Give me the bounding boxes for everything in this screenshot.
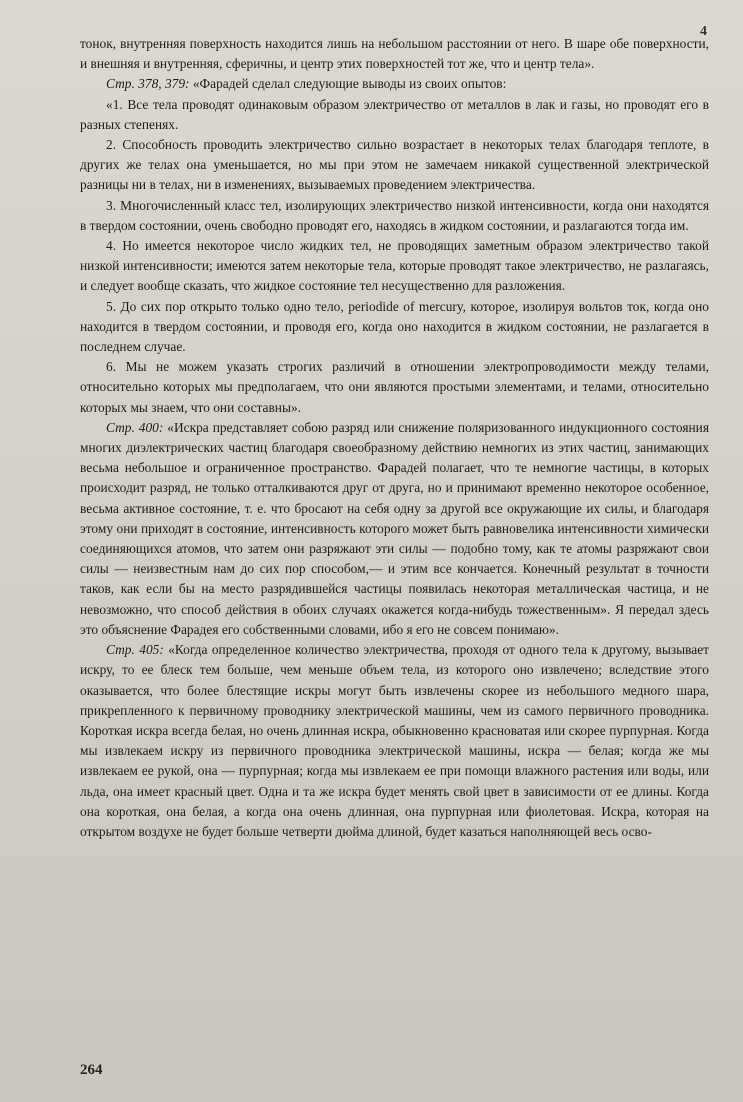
paragraph <box>80 196 709 236</box>
paragraph-text: «Искра представляет собою разряд или снижение поляризованного индукционного состояния многих диэлектрических частиц благодаря своеобразному действию немногих из этих частиц, занимающих весьма небольшое и ограниченное пространство. Фарадей полагает, что те немногие частицы, в которых происходит разряд, не только отталкиваются друг от друга, но и принимают временно некоторое особенное, весьма активное состояние, т. е. что бросают на себя одну за другой все окружающие их силы, и благодаря этому они приходят в состояние, интенсивность которого может быть равновелика интенсивности химически соединяющихся атомов, что затем они разряжают эти силы — подобно тому, как те атомы разряжают свои силы — неизвестным нам до сих пор способом,— и этим все кончается. Конечный результат в точности таков, как если бы на место разрядившейся частицы появилась некоторая металлическая частица, и не невозможно, что способ действия в обоих случаях окажется когда-нибудь тожественным». Я передал здесь это объяснение Фарадея его собственными словами, ибо я его не совсем понимаю». <box>80 419 709 637</box>
paragraph <box>80 74 709 94</box>
paragraph-text: 4. Но имеется некоторое число жидких тел, не проводящих заметным образом электричество такой низкой интенсивности; имеются затем некоторые тела, которые проводят такое электричество, не разлагаясь, и следует вообще сказать, что жидкое состояние тел несущественно для разложения. <box>80 238 709 294</box>
paragraph-text: 2. Способность проводить электричество сильно возрастает в некоторых телах благодаря теплоте, в других же телах она уменьшается, но мы при этом не замечаем никакой существенной электрической разницы ни в телах, ни в изменениях, вызываемых проведением электричества. <box>80 137 709 193</box>
paragraph <box>80 135 709 196</box>
paragraph <box>80 95 709 135</box>
paragraph <box>80 357 709 418</box>
page-reference: Стр. 405: <box>106 642 164 658</box>
paragraph-text: «1. Все тела проводят одинаковым образом электричество от металлов в лак и газы, но проводят его в разных степенях. <box>80 96 709 132</box>
paragraph <box>80 640 709 842</box>
paragraph-text: «Фарадей сделал следующие выводы из своих опытов: <box>189 76 507 92</box>
page-reference: Стр. 378, 379: <box>106 76 190 92</box>
page-reference: Стр. 400: <box>106 419 164 435</box>
paragraph-text: 6. Мы не можем указать строгих различий в отношении электропроводимости между телами, относительно которых мы предполагаем, что они являются простыми элементами, и телами, относительно которых мы знаем, что они составны». <box>80 359 709 415</box>
paragraph-text: тонок, внутренняя поверхность находится лишь на небольшом расстоянии от него. В шаре обе поверхности, и внешняя и внутренняя, сферичны, и центр этих поверхностей тот же, что и центр тела». <box>80 36 709 72</box>
paragraph <box>80 297 709 358</box>
paragraph-text: 5. До сих пор открыто только одно тело, periodide of mercury, которое, изолируя вольтов ток, когда оно находится в твердом состоянии, и проводя его, когда оно находится в жидком состоянии, не разлагается в последнем случае. <box>80 298 709 355</box>
paragraph <box>80 236 709 297</box>
corner-mark: 4 <box>700 24 707 39</box>
paragraph <box>80 418 709 640</box>
page-number: 264 <box>80 1062 103 1078</box>
paragraph <box>80 34 709 74</box>
paragraph-text: 3. Многочисленный класс тел, изолирующих электричество низкой интенсивности, когда они находятся в твердом состоянии, очень свободно проводят его, находясь в жидком состоянии, и разлагаются тогда им. <box>80 197 709 233</box>
paragraph-text: «Когда определенное количество электричества, проходя от одного тела к другому, вызывает искру, то ее блеск тем больше, чем меньше объем тела, из которого оно извлечено; вследствие этого оказывается, что более блестящие искры могут быть извлечены скорее из небольшого медного шара, прикрепленного к первичному проводнику электрической машины, чем из самого первичного проводника. Короткая искра всегда белая, но очень длинная искра, обыкновенно красноватая или скорее пурпурная. Когда мы извлекаем искру из первичного проводника электрической машины, искра — белая; когда же мы извлекаем ее рукой, она — пурпурная; когда мы извлекаем ее при помощи влажного растения или воды, или льда, она имеет красный цвет. Одна и та же искра будет менять свой цвет в зависимости от ее длины. Когда она короткая, она белая, а когда она очень длинная, она пурпурная или фиолетовая. Искра, которая на открытом воздухе не будет больше четверти дюйма длиной, будет казаться наполняющей весь осво- <box>80 642 709 839</box>
